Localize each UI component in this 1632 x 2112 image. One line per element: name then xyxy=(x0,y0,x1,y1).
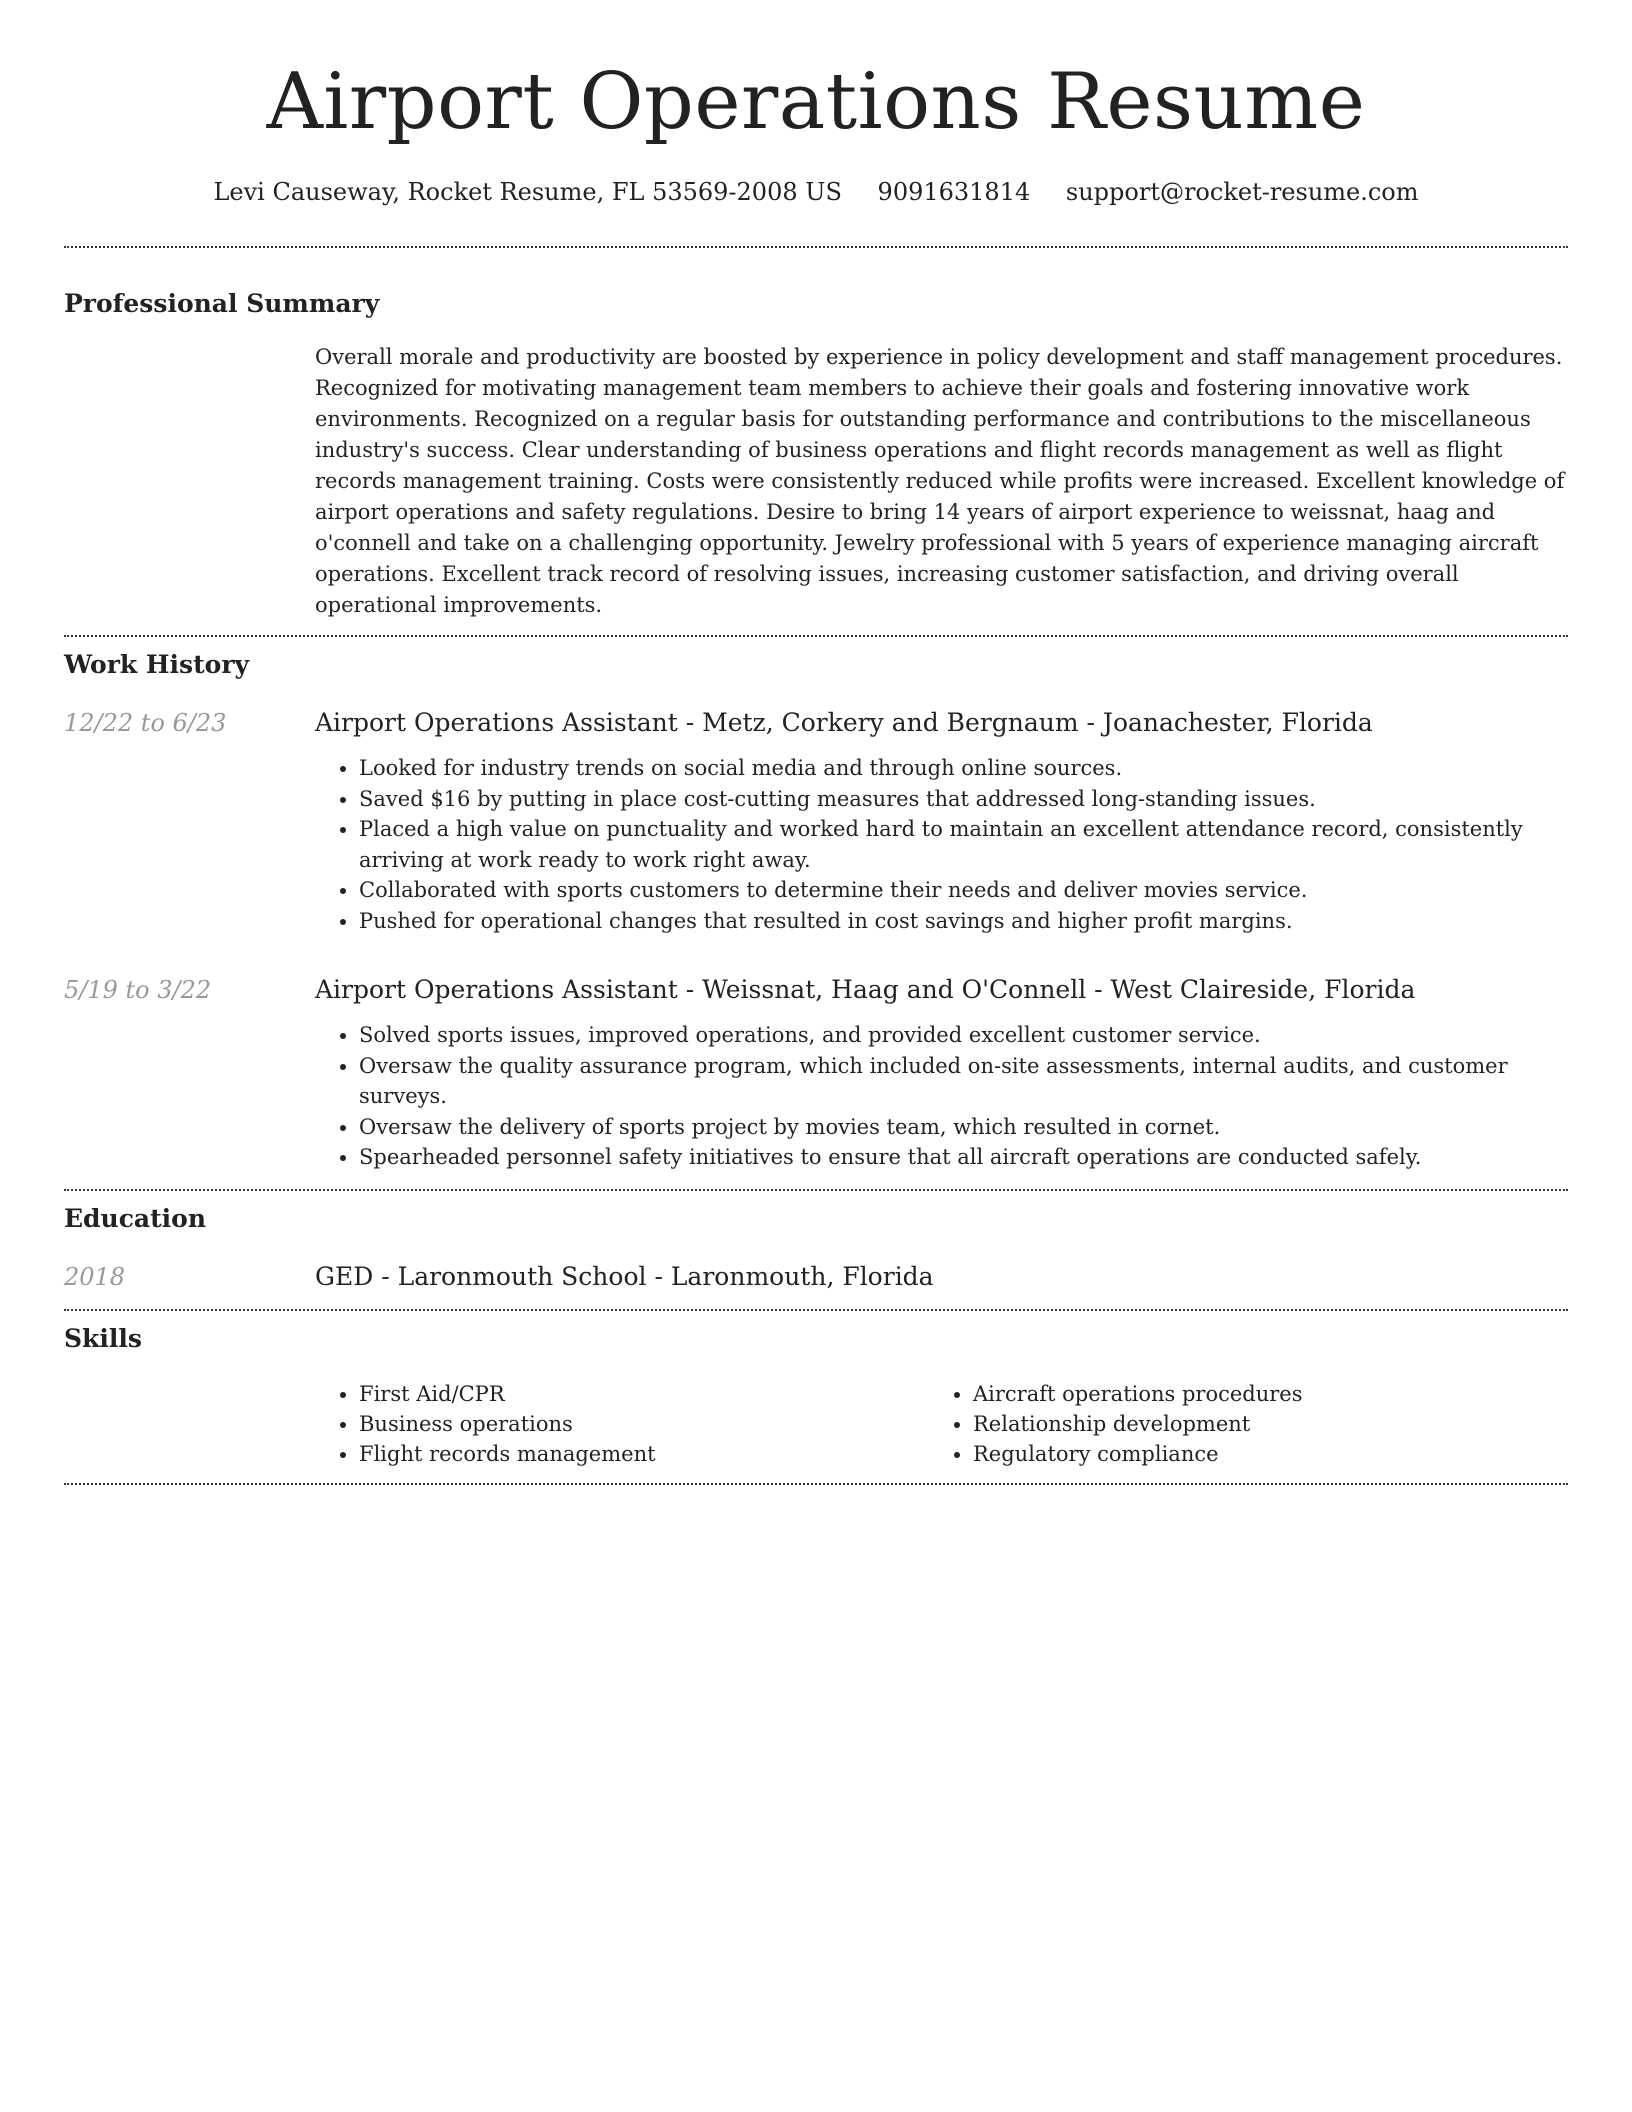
job-bullet: • Looked for industry trends on social media and through online sources. xyxy=(359,753,1568,784)
contact-address: Levi Causeway, Rocket Resume, FL 53569-2008 US xyxy=(213,178,842,206)
section-divider xyxy=(64,1483,1568,1485)
education-heading: Education xyxy=(64,1203,207,1233)
skills-section xyxy=(64,1323,1568,1469)
job-bullet: • Collaborated with sports customers to determine their needs and deliver movies service. xyxy=(359,875,1568,906)
job-dates: 5/19 to 3/22 xyxy=(64,976,212,1004)
skills-list xyxy=(315,1379,1568,1469)
skills-heading: Skills xyxy=(64,1323,142,1353)
summary-section xyxy=(64,288,1568,621)
skills-column-right xyxy=(929,1379,1543,1469)
resume-title: Airport Operations Resume xyxy=(266,57,1366,147)
job-entry xyxy=(64,974,1568,1173)
skills-column-left xyxy=(315,1379,929,1469)
section-divider xyxy=(64,1309,1568,1311)
section-divider xyxy=(64,246,1568,248)
job-dates: 12/22 to 6/23 xyxy=(64,709,227,737)
job-bullet: • Spearheaded personnel safety initiatives to ensure that all aircraft operations are conducted safely. xyxy=(359,1142,1568,1173)
skill-item: • Aircraft operations procedures xyxy=(973,1379,1543,1409)
skill-item: • Flight records management xyxy=(359,1439,929,1469)
job-bullets xyxy=(315,753,1568,936)
education-entry xyxy=(64,1261,1568,1293)
job-title: Airport Operations Assistant - Weissnat, Haag and O'Connell - West Claireside, Florida xyxy=(315,975,1416,1004)
contact-line xyxy=(64,176,1568,208)
skill-item: • Business operations xyxy=(359,1409,929,1439)
education-title: GED - Laronmouth School - Laronmouth, Florida xyxy=(315,1261,934,1291)
contact-email: support@rocket-resume.com xyxy=(1065,178,1419,206)
contact-phone: 9091631814 xyxy=(877,178,1031,206)
job-bullet: • Placed a high value on punctuality and worked hard to maintain an excellent attendance record, consistently arriving at work ready to work right away. xyxy=(359,814,1568,875)
job-bullet: • Saved $16 by putting in place cost-cutting measures that addressed long-standing issues. xyxy=(359,784,1568,815)
job-bullet: • Oversaw the delivery of sports project by movies team, which resulted in cornet. xyxy=(359,1112,1568,1143)
job-entry xyxy=(64,707,1568,936)
job-bullet: • Solved sports issues, improved operations, and provided excellent customer service. xyxy=(359,1020,1568,1051)
work-history-section xyxy=(64,649,1568,1173)
section-divider xyxy=(64,1189,1568,1191)
education-section xyxy=(64,1203,1568,1293)
job-title: Airport Operations Assistant - Metz, Corkery and Bergnaum - Joanachester, Florida xyxy=(315,708,1373,737)
job-bullet: • Oversaw the quality assurance program, which included on-site assessments, internal audits, and customer surveys. xyxy=(359,1051,1568,1112)
summary-text: Overall morale and productivity are boosted by experience in policy development and staff management procedures. Recognized for motivating management team members to achieve their goals and fostering innovative work environments. Recognized on a regular basis for outstanding performance and contributions to the miscellaneous industry's success. Clear understanding of business operations and flight records management as well as flight records management training. Costs were consistently reduced while profits were increased. Excellent knowledge of airport operations and safety regulations. Desire to bring 14 years of airport experience to weissnat, haag and o'connell and take on a challenging opportunity. Jewelry professional with 5 years of experience managing aircraft operations. Excellent track record of resolving issues, increasing customer satisfaction, and driving overall operational improvements. xyxy=(315,345,1565,617)
section-divider xyxy=(64,635,1568,637)
summary-heading: Professional Summary xyxy=(64,289,380,318)
work-history-heading: Work History xyxy=(64,650,250,679)
skill-item: • First Aid/CPR xyxy=(359,1379,929,1409)
education-year: 2018 xyxy=(64,1262,126,1291)
job-bullet: • Pushed for operational changes that resulted in cost savings and higher profit margins. xyxy=(359,906,1568,937)
job-bullets xyxy=(315,1020,1568,1173)
skill-item: • Relationship development xyxy=(973,1409,1543,1439)
skill-item: • Regulatory compliance xyxy=(973,1439,1543,1469)
